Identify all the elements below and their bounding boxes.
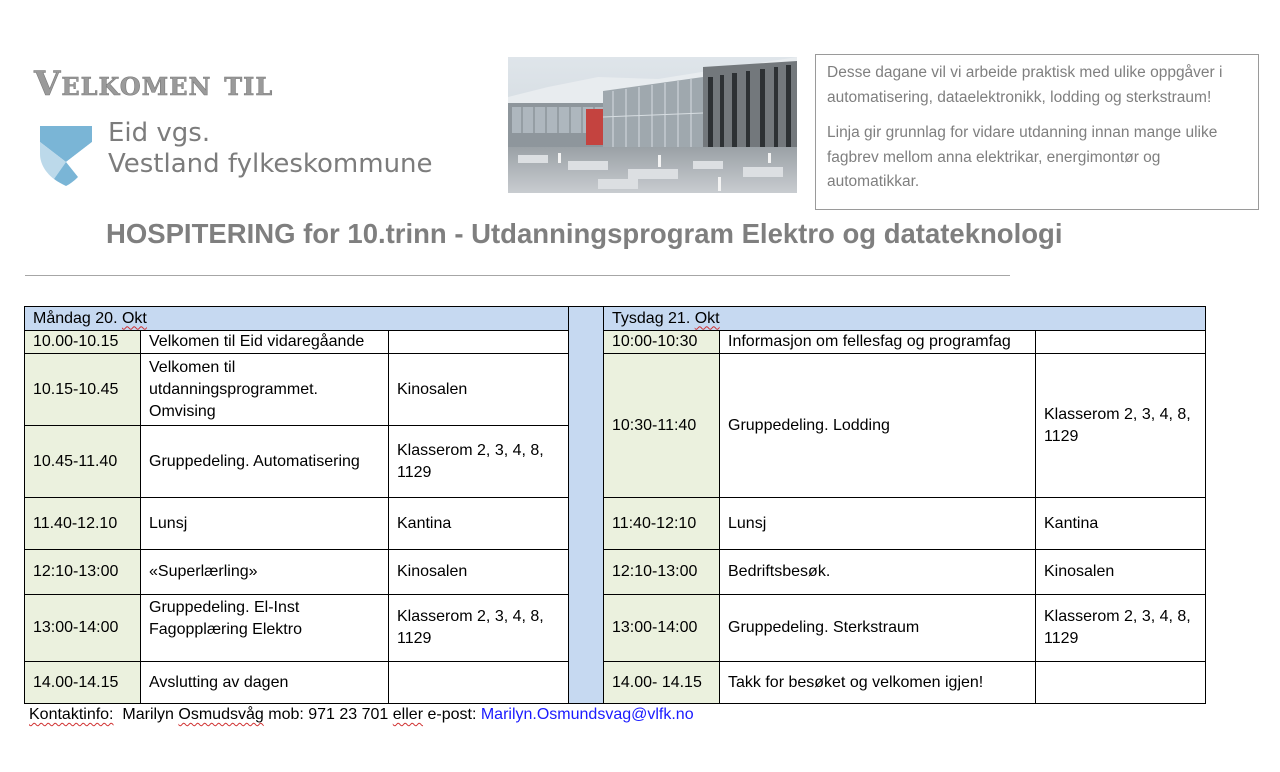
tuesday-header: Tysdag 21. Okt bbox=[604, 307, 1206, 331]
contact-last-name: Osmudsvåg bbox=[178, 706, 264, 723]
monday-activity: Velkomen til Eid vidaregåande bbox=[141, 331, 389, 354]
contact-email-label: e-post: bbox=[427, 706, 477, 723]
table-header-row bbox=[25, 307, 1206, 331]
school-building-photo bbox=[508, 57, 797, 193]
table-row bbox=[25, 498, 1206, 550]
monday-activity: Avslutting av dagen bbox=[141, 662, 389, 704]
contact-email-link[interactable]: Marilyn.Osmundsvag@vlfk.no bbox=[480, 706, 694, 723]
tuesday-activity: Gruppedeling. Sterkstraum bbox=[720, 595, 1036, 662]
monday-activity: «Superlærling» bbox=[141, 550, 389, 595]
title-divider bbox=[25, 275, 1010, 276]
tuesday-activity: Lunsj bbox=[720, 498, 1036, 550]
tuesday-place: Klasserom 2, 3, 4, 8, 1129 bbox=[1036, 595, 1206, 662]
monday-activity: Gruppedeling. Automatisering bbox=[141, 426, 389, 498]
info-box bbox=[815, 54, 1259, 210]
tuesday-time: 14.00- 14.15 bbox=[604, 662, 720, 704]
table-row bbox=[25, 550, 1206, 595]
tuesday-place: Kantina bbox=[1036, 498, 1206, 550]
day-separator bbox=[569, 307, 604, 704]
tuesday-time: 11:40-12:10 bbox=[604, 498, 720, 550]
info-paragraph-1: Desse dagane vil vi arbeide praktisk med ulike oppgåver i automatisering, dataelektronikk, lodding og sterkstraum! bbox=[827, 64, 1223, 106]
welcome-heading: Velkomen til bbox=[34, 64, 274, 104]
monday-place: Kantina bbox=[389, 498, 569, 550]
monday-activity-line-1: Gruppedeling. El-Inst bbox=[149, 599, 300, 616]
contact-info bbox=[29, 706, 694, 724]
tuesday-time: 13:00-14:00 bbox=[604, 595, 720, 662]
shield-logo-icon bbox=[38, 124, 94, 188]
tuesday-time: 10:00-10:30 bbox=[604, 331, 720, 354]
table-row bbox=[25, 595, 1206, 662]
tuesday-activity: Bedriftsbesøk. bbox=[720, 550, 1036, 595]
monday-time: 11.40-12.10 bbox=[25, 498, 141, 550]
monday-activity: Lunsj bbox=[141, 498, 389, 550]
tuesday-place bbox=[1036, 662, 1206, 704]
school-name: Eid vgs. bbox=[108, 118, 211, 148]
monday-place: Klasserom 2, 3, 4, 8, 1129 bbox=[389, 595, 569, 662]
table-row bbox=[25, 662, 1206, 704]
school-name-block bbox=[108, 118, 433, 180]
tuesday-activity: Informasjon om fellesfag og programfag bbox=[720, 331, 1036, 354]
tuesday-activity: Takk for besøket og velkomen igjen! bbox=[720, 662, 1036, 704]
monday-activity bbox=[141, 595, 389, 662]
monday-place: Kinosalen bbox=[389, 354, 569, 426]
contact-label: Kontaktinfo: bbox=[29, 706, 114, 723]
tuesday-place: Kinosalen bbox=[1036, 550, 1206, 595]
county-name: Vestland fylkeskommune bbox=[108, 149, 433, 179]
contact-phone: mob: 971 23 701 bbox=[268, 706, 389, 723]
monday-time: 14.00-14.15 bbox=[25, 662, 141, 704]
page-title: HOSPITERING for 10.trinn - Utdanningsprogram Elektro og datateknologi bbox=[106, 218, 1063, 249]
monday-time: 10.45-11.40 bbox=[25, 426, 141, 498]
info-paragraph-2: Linja gir grunnlag for vidare utdanning innan mange ulike fagbrev mellom anna elektrikar, energimontør og automatikkar. bbox=[827, 124, 1218, 190]
schedule-table bbox=[24, 306, 1206, 704]
monday-time: 10.00-10.15 bbox=[25, 331, 141, 354]
tuesday-time: 10:30-11:40 bbox=[604, 354, 720, 498]
tuesday-activity: Gruppedeling. Lodding bbox=[720, 354, 1036, 498]
monday-place: Kinosalen bbox=[389, 550, 569, 595]
contact-first-name: Marilyn bbox=[122, 706, 174, 723]
monday-activity-line-2: Fagopplæring Elektro bbox=[149, 621, 302, 638]
monday-place bbox=[389, 331, 569, 354]
monday-place: Klasserom 2, 3, 4, 8, 1129 bbox=[389, 426, 569, 498]
tuesday-place: Klasserom 2, 3, 4, 8, 1129 bbox=[1036, 354, 1206, 498]
monday-activity: Velkomen til utdanningsprogrammet. Omvising bbox=[141, 354, 389, 426]
tuesday-place bbox=[1036, 331, 1206, 354]
table-row bbox=[25, 354, 1206, 426]
monday-time: 12:10-13:00 bbox=[25, 550, 141, 595]
monday-time: 10.15-10.45 bbox=[25, 354, 141, 426]
tuesday-time: 12:10-13:00 bbox=[604, 550, 720, 595]
table-row bbox=[25, 331, 1206, 354]
monday-header: Måndag 20. Okt bbox=[25, 307, 569, 331]
monday-time: 13:00-14:00 bbox=[25, 595, 141, 662]
monday-place bbox=[389, 662, 569, 704]
contact-or: eller bbox=[392, 706, 424, 723]
